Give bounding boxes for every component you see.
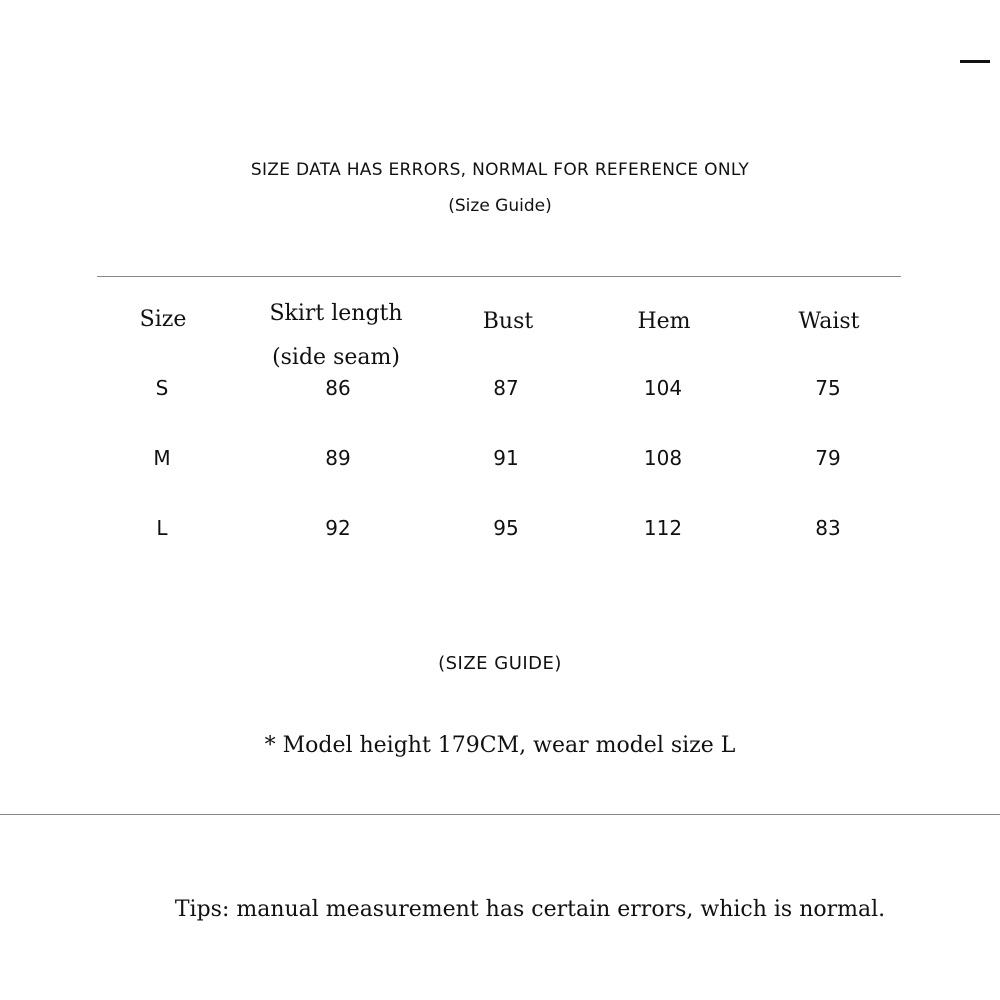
cell-waist: 75 [815, 376, 841, 400]
cell-waist: 83 [815, 516, 841, 540]
cell-bust: 87 [493, 376, 519, 400]
cell-skirt-length: 86 [325, 376, 351, 400]
cell-size: M [153, 446, 171, 470]
divider-bottom [0, 814, 1000, 815]
cell-bust: 91 [493, 446, 519, 470]
cell-hem: 104 [643, 376, 683, 400]
cell-hem: 108 [643, 446, 683, 470]
cell-bust: 95 [493, 516, 519, 540]
page-subtitle: (Size Guide) [448, 196, 552, 216]
header-size: Size [139, 307, 187, 332]
header-skirt-length: Skirt length [269, 301, 403, 326]
cell-size: S [155, 376, 169, 400]
model-note: * Model height 179CM, wear model size L [264, 733, 736, 758]
header-hem: Hem [637, 309, 691, 334]
cell-hem: 112 [643, 516, 683, 540]
size-guide-label: (SIZE GUIDE) [438, 653, 562, 674]
header-skirt-length-note: (side seam) [272, 345, 400, 370]
header-bust: Bust [482, 309, 534, 334]
cell-size: L [156, 516, 168, 540]
page-title: SIZE DATA HAS ERRORS, NORMAL FOR REFERENCE ONLY [250, 160, 750, 180]
cell-skirt-length: 89 [325, 446, 351, 470]
menu-dash-icon [960, 60, 990, 63]
tips-note: Tips: manual measurement has certain errors, which is normal. [174, 897, 886, 922]
cell-waist: 79 [815, 446, 841, 470]
divider-top [97, 276, 901, 277]
header-waist: Waist [798, 309, 860, 334]
cell-skirt-length: 92 [325, 516, 351, 540]
